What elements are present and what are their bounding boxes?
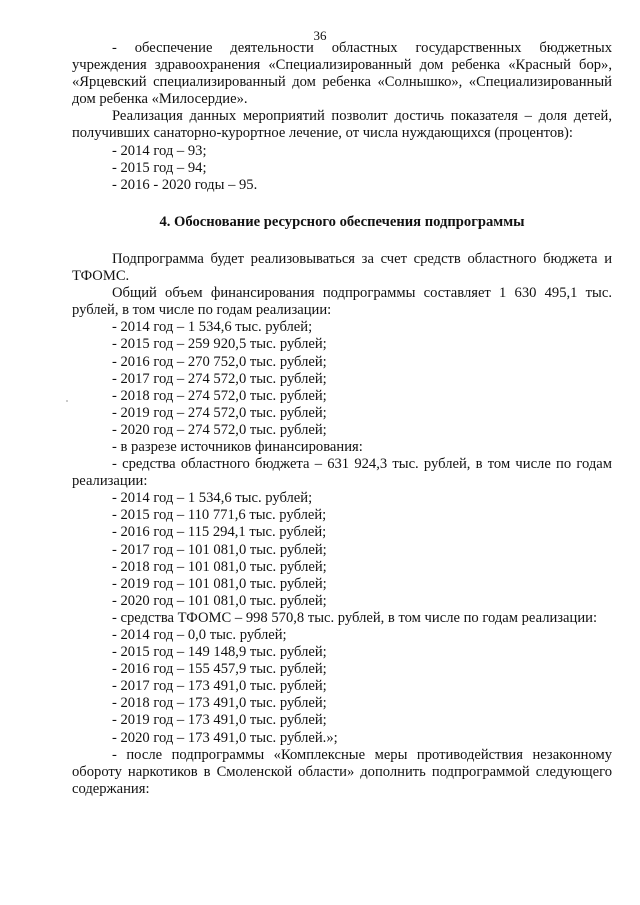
budget-year-item: - 2019 год – 101 081,0 тыс. рублей; — [112, 575, 327, 592]
total-funding-year-item: - 2017 год – 274 572,0 тыс. рублей; — [112, 370, 327, 387]
total-funding-year-item: - 2018 год – 274 572,0 тыс. рублей; — [112, 387, 327, 404]
budget-year-item: - 2017 год – 101 081,0 тыс. рублей; — [112, 541, 327, 558]
intro-paragraph-2: Реализация данных мероприятий позволит достичь показателя – доля детей, получивших санаторно-курортное лечение, от числа нуждающихся (процентов): — [72, 108, 612, 142]
regional-budget-paragraph: - средства областного бюджета – 631 924,3 тыс. рублей, в том числе по годам реализации: — [72, 456, 612, 490]
budget-year-item: - 2015 год – 110 771,6 тыс. рублей; — [112, 507, 327, 524]
tfoms-label: - средства ТФОМС – 998 570,8 тыс. рублей, в том числе по годам реализации: — [112, 609, 598, 626]
total-funding-year-item: - 2019 год – 274 572,0 тыс. рублей; — [112, 404, 327, 421]
budget-year-item: - 2014 год – 1 534,6 тыс. рублей; — [112, 490, 313, 507]
budget-year-item: - 2020 год – 101 081,0 тыс. рублей; — [112, 592, 327, 609]
sources-label: - в разрезе источников финансирования: — [112, 438, 363, 455]
tfoms-year-item: - 2020 год – 173 491,0 тыс. рублей.»; — [112, 729, 338, 746]
tfoms-year-item: - 2019 год – 173 491,0 тыс. рублей; — [112, 712, 327, 729]
tfoms-year-item: - 2017 год – 173 491,0 тыс. рублей; — [112, 678, 327, 695]
document-body — [72, 40, 612, 798]
funding-sources-paragraph: Подпрограмма будет реализовываться за счет средств областного бюджета и ТФОМС. — [72, 250, 612, 285]
intro-paragraph-1: - обеспечение деятельности областных государственных бюджетных учреждения здравоохранения «Специализированный дом ребенка «Красный бор», «Ярцевский специализированный дом ребенка «Солнышко», «Специализированный дом ребенка «Милосердие». — [72, 40, 612, 108]
indicator-item: - 2016 - 2020 годы – 95. — [112, 176, 258, 193]
scan-speck — [66, 400, 68, 402]
total-funding-paragraph: Общий объем финансирования подпрограммы составляет 1 630 495,1 тыс. рублей, в том числе по годам реализации: — [72, 285, 612, 319]
indicator-item: - 2014 год – 93; — [112, 142, 207, 159]
tfoms-year-item: - 2014 год – 0,0 тыс. рублей; — [112, 627, 287, 643]
section-heading: 4. Обоснование ресурсного обеспечения подпрограммы — [159, 213, 525, 230]
closing-paragraph: - после подпрограммы «Комплексные меры противодействия незаконному обороту наркотиков в Смоленской области» дополнить подпрограммой следующего содержания: — [72, 746, 612, 797]
tfoms-year-item: - 2015 год – 149 148,9 тыс. рублей; — [112, 644, 327, 661]
budget-year-item: - 2018 год – 101 081,0 тыс. рублей; — [112, 558, 327, 575]
tfoms-year-item: - 2018 год – 173 491,0 тыс. рублей; — [112, 695, 327, 712]
tfoms-year-item: - 2016 год – 155 457,9 тыс. рублей; — [112, 661, 327, 678]
total-funding-year-item: - 2016 год – 270 752,0 тыс. рублей; — [112, 353, 327, 370]
indicator-item: - 2015 год – 94; — [112, 159, 207, 176]
total-funding-year-item: - 2014 год – 1 534,6 тыс. рублей; — [112, 319, 313, 336]
total-funding-year-item: - 2015 год – 259 920,5 тыс. рублей; — [112, 336, 327, 353]
budget-year-item: - 2016 год – 115 294,1 тыс. рублей; — [112, 524, 327, 541]
page-number: 36 — [313, 28, 327, 43]
total-funding-year-item: - 2020 год – 274 572,0 тыс. рублей; — [112, 421, 327, 438]
